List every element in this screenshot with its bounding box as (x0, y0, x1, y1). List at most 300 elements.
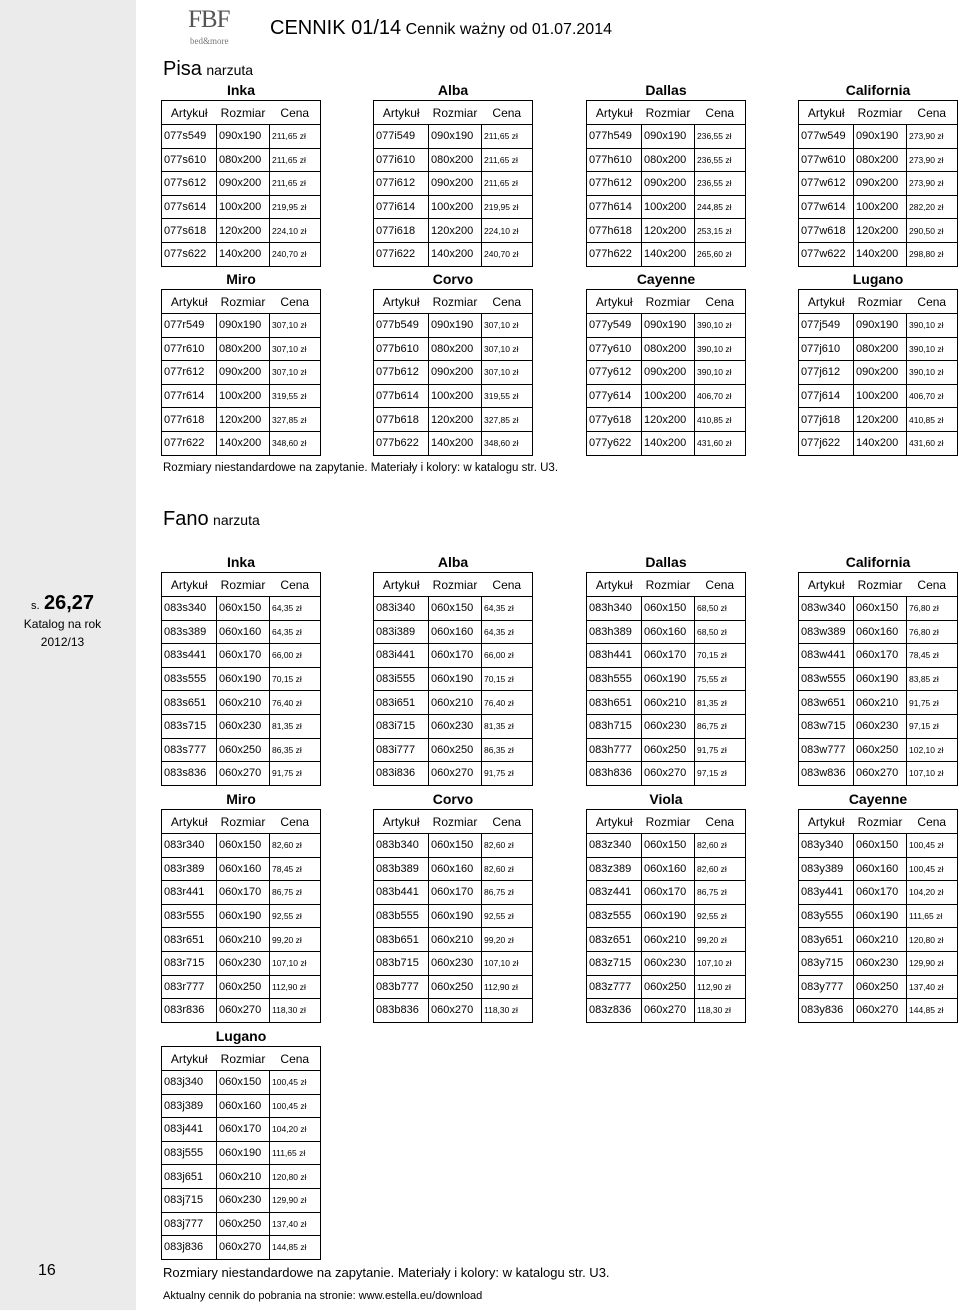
price-table (161, 809, 321, 1023)
price-cell: 240,70 zł (270, 242, 321, 266)
table-row (799, 125, 958, 149)
price-header: Cena (482, 290, 533, 314)
price-table (373, 100, 533, 267)
table-row (587, 857, 746, 881)
price-cell: 298,80 zł (907, 242, 958, 266)
catalog-reference (0, 592, 125, 651)
table-row (799, 834, 958, 858)
size-cell: 060x270 (429, 762, 482, 786)
price-header: Cena (907, 101, 958, 125)
price-cell: 78,45 zł (907, 644, 958, 668)
table-row (162, 1094, 321, 1118)
price-cell: 327,85 zł (270, 408, 321, 432)
price-cell: 406,70 zł (907, 384, 958, 408)
article-cell: 083y777 (799, 975, 854, 999)
article-cell: 083r389 (162, 857, 217, 881)
block-title: Dallas (645, 82, 687, 98)
price-table (798, 809, 958, 1023)
size-cell: 060x210 (217, 928, 270, 952)
article-cell: 083z389 (587, 857, 642, 881)
table-row (799, 337, 958, 361)
table-row (162, 951, 321, 975)
article-cell: 083w555 (799, 667, 854, 691)
table-row (587, 219, 746, 243)
article-cell: 077i549 (374, 125, 429, 149)
price-cell: 307,10 zł (270, 361, 321, 385)
table-row (587, 431, 746, 455)
article-cell: 083r555 (162, 904, 217, 928)
price-cell: 236,55 zł (695, 125, 746, 149)
price-cell: 76,80 zł (907, 597, 958, 621)
section-title-fano (163, 508, 260, 531)
catalog-year: 2012/13 (40, 635, 85, 649)
block-title: Corvo (432, 791, 474, 807)
size-cell: 060x230 (854, 714, 907, 738)
price-cell: 118,30 zł (270, 999, 321, 1023)
price-cell: 211,65 zł (482, 125, 533, 149)
article-cell: 083r715 (162, 951, 217, 975)
article-cell: 083r777 (162, 975, 217, 999)
price-cell: 100,45 zł (270, 1071, 321, 1095)
price-header: Cena (270, 573, 321, 597)
price-table (798, 289, 958, 456)
price-cell: 273,90 zł (907, 125, 958, 149)
size-header: Rozmiar (217, 810, 270, 834)
article-cell: 083w836 (799, 762, 854, 786)
size-cell: 060x170 (854, 644, 907, 668)
size-cell: 060x160 (429, 620, 482, 644)
table-row (799, 314, 958, 338)
section-title-pisa (163, 58, 253, 81)
table-row (162, 219, 321, 243)
size-cell: 060x270 (854, 999, 907, 1023)
table-header-row (799, 573, 958, 597)
size-header: Rozmiar (429, 810, 482, 834)
article-cell: 083w715 (799, 714, 854, 738)
price-cell: 211,65 zł (482, 172, 533, 196)
table-row (587, 691, 746, 715)
table-header-row (374, 101, 533, 125)
size-cell: 060x170 (642, 644, 695, 668)
size-header: Rozmiar (429, 290, 482, 314)
table-row (162, 928, 321, 952)
table-row (374, 195, 533, 219)
page-title: CENNIK 01/14 (270, 17, 402, 39)
article-cell: 077r549 (162, 314, 217, 338)
size-cell: 060x170 (217, 644, 270, 668)
block-title: Alba (437, 554, 469, 570)
price-cell: 240,70 zł (482, 242, 533, 266)
price-header: Cena (907, 810, 958, 834)
table-header-row (162, 101, 321, 125)
price-cell: 348,60 zł (270, 431, 321, 455)
size-cell: 060x250 (217, 975, 270, 999)
size-header: Rozmiar (642, 573, 695, 597)
price-cell: 390,10 zł (695, 314, 746, 338)
size-cell: 060x250 (429, 738, 482, 762)
table-row (162, 714, 321, 738)
table-row (374, 384, 533, 408)
block-title: Lugano (852, 271, 904, 287)
price-header: Cena (695, 290, 746, 314)
price-cell: 319,55 zł (482, 384, 533, 408)
table-row (374, 172, 533, 196)
price-cell: 66,00 zł (270, 644, 321, 668)
size-cell: 060x250 (429, 975, 482, 999)
price-header: Cena (270, 290, 321, 314)
table-row (162, 431, 321, 455)
size-header: Rozmiar (429, 101, 482, 125)
price-cell: 82,60 zł (482, 857, 533, 881)
article-cell: 077b610 (374, 337, 429, 361)
price-cell: 253,15 zł (695, 219, 746, 243)
price-cell: 91,75 zł (482, 762, 533, 786)
article-cell: 083y715 (799, 951, 854, 975)
table-row (799, 172, 958, 196)
size-cell: 060x230 (429, 714, 482, 738)
table-row (374, 714, 533, 738)
article-cell: 077r610 (162, 337, 217, 361)
article-cell: 083w651 (799, 691, 854, 715)
article-cell: 077i612 (374, 172, 429, 196)
article-cell: 077r618 (162, 408, 217, 432)
price-cell: 307,10 zł (270, 314, 321, 338)
article-cell: 077w612 (799, 172, 854, 196)
size-cell: 060x160 (217, 1094, 270, 1118)
size-cell: 140x200 (642, 431, 695, 455)
size-header: Rozmiar (854, 810, 907, 834)
section-name: Pisa (163, 58, 202, 80)
size-cell: 060x210 (854, 928, 907, 952)
price-cell: 112,90 zł (482, 975, 533, 999)
table-row (374, 361, 533, 385)
price-cell: 307,10 zł (482, 314, 533, 338)
article-cell: 083h651 (587, 691, 642, 715)
article-cell: 077r622 (162, 431, 217, 455)
size-cell: 090x200 (217, 172, 270, 196)
article-cell: 077h618 (587, 219, 642, 243)
article-header: Artykuł (162, 573, 217, 597)
table-header-row (587, 810, 746, 834)
price-cell: 70,15 zł (482, 667, 533, 691)
article-header: Artykuł (374, 573, 429, 597)
size-cell: 060x150 (642, 597, 695, 621)
size-cell: 090x190 (217, 314, 270, 338)
block-title: Viola (649, 791, 683, 807)
article-cell: 083s340 (162, 597, 217, 621)
table-row (587, 999, 746, 1023)
size-cell: 100x200 (429, 195, 482, 219)
size-cell: 090x200 (429, 172, 482, 196)
price-cell: 76,40 zł (482, 691, 533, 715)
table-row (162, 1188, 321, 1212)
table-row (162, 762, 321, 786)
price-cell: 92,55 zł (695, 904, 746, 928)
article-cell: 077w618 (799, 219, 854, 243)
size-cell: 090x190 (642, 125, 695, 149)
price-cell: 431,60 zł (695, 431, 746, 455)
size-cell: 060x160 (429, 857, 482, 881)
article-cell: 083i836 (374, 762, 429, 786)
price-cell: 211,65 zł (270, 148, 321, 172)
size-cell: 080x200 (429, 337, 482, 361)
page-number: 16 (38, 1262, 56, 1279)
table-row (374, 881, 533, 905)
article-cell: 077s614 (162, 195, 217, 219)
size-cell: 120x200 (217, 219, 270, 243)
size-cell: 060x170 (217, 1118, 270, 1142)
price-cell: 144,85 zł (907, 999, 958, 1023)
article-cell: 083y555 (799, 904, 854, 928)
price-cell: 82,60 zł (695, 834, 746, 858)
table-row (799, 195, 958, 219)
price-cell: 219,95 zł (270, 195, 321, 219)
size-cell: 090x190 (854, 314, 907, 338)
article-cell: 083i441 (374, 644, 429, 668)
size-cell: 060x170 (429, 644, 482, 668)
size-cell: 060x250 (854, 975, 907, 999)
price-table (161, 1046, 321, 1260)
size-cell: 060x150 (217, 834, 270, 858)
article-cell: 083j651 (162, 1165, 217, 1189)
table-header-row (587, 101, 746, 125)
block-title: Inka (226, 82, 255, 98)
size-cell: 060x270 (217, 1236, 270, 1260)
article-cell: 083s555 (162, 667, 217, 691)
article-header: Artykuł (162, 1047, 217, 1071)
article-cell: 077y618 (587, 408, 642, 432)
article-cell: 077i610 (374, 148, 429, 172)
article-header: Artykuł (587, 810, 642, 834)
block-title: Inka (226, 554, 255, 570)
size-cell: 060x270 (642, 999, 695, 1023)
table-row (587, 242, 746, 266)
size-cell: 100x200 (429, 384, 482, 408)
price-cell: 64,35 zł (270, 620, 321, 644)
table-row (587, 314, 746, 338)
block-title: Corvo (432, 271, 474, 287)
table-row (162, 620, 321, 644)
price-cell: 390,10 zł (695, 337, 746, 361)
table-row (799, 148, 958, 172)
table-row (162, 881, 321, 905)
price-cell: 76,80 zł (907, 620, 958, 644)
article-cell: 077h614 (587, 195, 642, 219)
size-cell: 120x200 (642, 219, 695, 243)
price-table (586, 572, 746, 786)
price-table (798, 100, 958, 267)
price-cell: 82,60 zł (482, 834, 533, 858)
size-cell: 060x150 (854, 834, 907, 858)
price-cell: 410,85 zł (907, 408, 958, 432)
table-row (162, 667, 321, 691)
size-cell: 060x250 (642, 975, 695, 999)
table-row (374, 620, 533, 644)
price-cell: 211,65 zł (270, 172, 321, 196)
table-row (162, 1236, 321, 1260)
article-cell: 083y836 (799, 999, 854, 1023)
article-header: Artykuł (374, 101, 429, 125)
size-header: Rozmiar (854, 101, 907, 125)
size-cell: 090x190 (854, 125, 907, 149)
price-cell: 76,40 zł (270, 691, 321, 715)
article-cell: 077h612 (587, 172, 642, 196)
price-cell: 82,60 zł (695, 857, 746, 881)
article-cell: 083h441 (587, 644, 642, 668)
section-type: narzuta (213, 512, 260, 528)
article-cell: 077s618 (162, 219, 217, 243)
price-cell: 118,30 zł (482, 999, 533, 1023)
price-cell: 91,75 zł (907, 691, 958, 715)
price-cell: 100,45 zł (270, 1094, 321, 1118)
size-cell: 060x190 (854, 904, 907, 928)
size-cell: 060x270 (642, 762, 695, 786)
price-block (373, 552, 533, 786)
size-cell: 080x200 (854, 148, 907, 172)
price-header: Cena (907, 290, 958, 314)
article-cell: 083r441 (162, 881, 217, 905)
size-cell: 090x200 (854, 361, 907, 385)
size-cell: 090x190 (429, 125, 482, 149)
block-title: Alba (437, 82, 469, 98)
article-cell: 077y549 (587, 314, 642, 338)
size-cell: 080x200 (642, 337, 695, 361)
size-cell: 080x200 (642, 148, 695, 172)
table-row (587, 195, 746, 219)
size-cell: 060x150 (429, 834, 482, 858)
price-block (161, 269, 321, 456)
article-cell: 083i389 (374, 620, 429, 644)
size-cell: 120x200 (429, 219, 482, 243)
price-cell: 86,35 zł (482, 738, 533, 762)
size-cell: 060x270 (429, 999, 482, 1023)
size-cell: 060x250 (217, 738, 270, 762)
size-cell: 060x190 (429, 667, 482, 691)
size-cell: 090x190 (429, 314, 482, 338)
article-cell: 083j836 (162, 1236, 217, 1260)
article-cell: 083s715 (162, 714, 217, 738)
article-cell: 077r612 (162, 361, 217, 385)
article-cell: 083w389 (799, 620, 854, 644)
article-cell: 083y651 (799, 928, 854, 952)
block-title: California (845, 82, 911, 98)
size-cell: 060x190 (217, 1141, 270, 1165)
article-cell: 083j389 (162, 1094, 217, 1118)
price-cell: 92,55 zł (482, 904, 533, 928)
table-row (374, 834, 533, 858)
block-title: Cayenne (636, 271, 696, 287)
article-cell: 077h549 (587, 125, 642, 149)
sidebar-strip (0, 0, 136, 1310)
table-row (162, 644, 321, 668)
price-cell: 70,15 zł (695, 644, 746, 668)
size-cell: 140x200 (429, 242, 482, 266)
block-title: Miro (226, 791, 256, 807)
size-cell: 060x160 (642, 857, 695, 881)
article-header: Artykuł (587, 573, 642, 597)
article-cell: 083b777 (374, 975, 429, 999)
price-cell: 86,75 zł (482, 881, 533, 905)
size-header: Rozmiar (429, 573, 482, 597)
article-header: Artykuł (374, 290, 429, 314)
table-row (374, 999, 533, 1023)
table-row (162, 904, 321, 928)
price-cell: 219,95 zł (482, 195, 533, 219)
size-cell: 060x150 (642, 834, 695, 858)
price-cell: 102,10 zł (907, 738, 958, 762)
size-cell: 060x160 (217, 857, 270, 881)
size-cell: 060x190 (642, 904, 695, 928)
price-table (373, 809, 533, 1023)
table-row (162, 738, 321, 762)
price-table (586, 289, 746, 456)
price-cell: 390,10 zł (907, 337, 958, 361)
size-cell: 140x200 (642, 242, 695, 266)
article-cell: 083h836 (587, 762, 642, 786)
price-cell: 66,00 zł (482, 644, 533, 668)
article-header: Artykuł (799, 101, 854, 125)
section-type: narzuta (206, 62, 254, 78)
article-cell: 083z836 (587, 999, 642, 1023)
size-cell: 100x200 (642, 195, 695, 219)
table-row (587, 337, 746, 361)
table-header-row (162, 1047, 321, 1071)
size-header: Rozmiar (854, 290, 907, 314)
table-row (799, 904, 958, 928)
table-row (799, 762, 958, 786)
size-cell: 060x160 (642, 620, 695, 644)
article-cell: 083r651 (162, 928, 217, 952)
article-cell: 083i555 (374, 667, 429, 691)
price-table (586, 100, 746, 267)
price-cell: 68,50 zł (695, 620, 746, 644)
article-cell: 083z441 (587, 881, 642, 905)
table-row (587, 975, 746, 999)
size-header: Rozmiar (217, 290, 270, 314)
size-cell: 100x200 (217, 384, 270, 408)
table-row (799, 431, 958, 455)
table-row (587, 928, 746, 952)
price-cell: 78,45 zł (270, 857, 321, 881)
table-row (587, 834, 746, 858)
article-cell: 077b612 (374, 361, 429, 385)
table-header-row (587, 573, 746, 597)
logo-subtext: bed&more (190, 36, 229, 46)
size-cell: 090x200 (642, 361, 695, 385)
price-cell: 431,60 zł (907, 431, 958, 455)
price-block (161, 789, 321, 1023)
price-header: Cena (270, 810, 321, 834)
price-cell: 100,45 zł (907, 857, 958, 881)
price-block (586, 552, 746, 786)
table-row (587, 951, 746, 975)
price-cell: 70,15 zł (270, 667, 321, 691)
table-row (587, 408, 746, 432)
article-header: Artykuł (374, 810, 429, 834)
size-cell: 080x200 (217, 337, 270, 361)
article-cell: 077w549 (799, 125, 854, 149)
size-cell: 090x190 (217, 125, 270, 149)
price-table (373, 289, 533, 456)
size-cell: 060x210 (217, 691, 270, 715)
size-cell: 060x170 (429, 881, 482, 905)
catalog-line: Katalog na rok (23, 617, 102, 631)
article-cell: 077j549 (799, 314, 854, 338)
table-row (374, 951, 533, 975)
table-row (799, 620, 958, 644)
size-cell: 060x250 (642, 738, 695, 762)
size-header: Rozmiar (642, 810, 695, 834)
